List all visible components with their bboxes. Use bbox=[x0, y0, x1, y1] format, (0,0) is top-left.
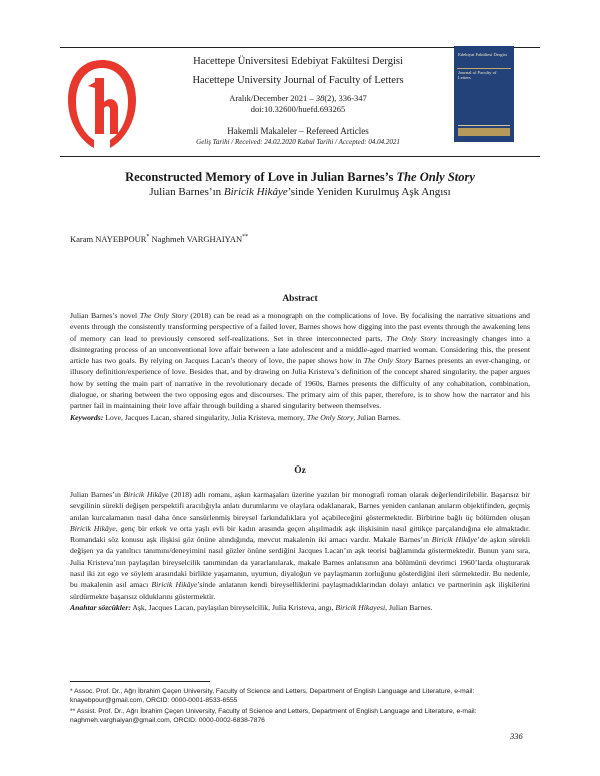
cover-title-tr: Edebiyat Fakültesi Dergisi bbox=[458, 52, 507, 57]
cover-band bbox=[458, 128, 510, 136]
page-number: 336 bbox=[510, 731, 523, 741]
author-1: Karam NAYEBPOUR bbox=[70, 234, 147, 244]
oz-heading: Öz bbox=[294, 466, 306, 476]
article-title: Reconstructed Memory of Love in Julian Barnes’s The Only Story bbox=[125, 170, 475, 184]
anahtar-label: Anahtar sözcükler: bbox=[70, 602, 131, 612]
cover-title-en: Journal of Faculty of Letters bbox=[458, 69, 497, 81]
submission-dates: Geliş Tarihi / Received: 24.02.2020 Kabul Tarihi / Accepted: 04.04.2021 bbox=[196, 138, 400, 146]
issue-info: Aralık/December 2021 – 38(2), 336-347 bbox=[229, 93, 367, 104]
abstract-heading: Abstract bbox=[282, 294, 318, 304]
footnote-rule bbox=[70, 681, 210, 682]
cover-stripe bbox=[458, 125, 510, 126]
footnote-2: ** Assist. Prof. Dr., Ağrı İbrahim Çeçen University, Faculty of Science and Letters, Department of English Language and Literature, e-mail: naghmeh.varghaiyan@gmail.com, ORCID: 0000-0002-6838-7876 bbox=[70, 708, 477, 725]
journal-info bbox=[150, 54, 446, 146]
author-2: Naghmeh VARGHAIYAN bbox=[151, 234, 243, 244]
journal-name-tr: Hacettepe Üniversitesi Edebiyat Fakültesi Dergisi bbox=[193, 56, 403, 67]
author-1-mark: * bbox=[146, 234, 150, 241]
author-line bbox=[70, 234, 248, 244]
footnote-1: * Assoc. Prof. Dr., Ağrı İbrahim Çeçen University, Faculty of Science and Letters, Department of English Language and Literature, e-mail: knayebpour@gmail.com, ORCID: 0000-0001-8533-6555 bbox=[70, 688, 475, 705]
oz-text: Julian Barnes’ın Biricik Hikâye (2018) adlı romanı, aşkın karmaşaları üzerine yazılan bir monografi roman olarak değerlendirilebilir. Başarısız bir sevgilinin sürekli değişen perspektifi aracılığıyla anlatı durumlarını ve olaylara odaklanarak, Barnes yeniden canlanan anıların objektifinden, geçmiş anılan kurcalamanın nasıl daha önce sansürlenmiş bireysel farkındalıklara yol açabileceğini göstermektedir. Birbirine bağlı üç bölümden oluşan Biricik Hikâye, genç bir erkek ve orta yaşlı evli bir kadın arasında geçen alışılmadık aşk ilişkisinin nasıl gittikçe parçalandığına ele almaktadır. Romandaki söz konusu aşk ilişkisi göz önüne alındığında, mevcut makalenin iki amacı vardır. Makale Barnes’ın Biricik Hikâye’de aşkın sürekli değişen ya da yanıltıcı tanımını/deneyimini nasıl gözler önüne serdiğini Jacques Lacan’ın aşk teorisi bağlamında göstermektedir. Bunun yanı sıra, Julia Kristeva’nın paylaşılan bireyselcilik tanımından da yararlanılarak, makale Barnes anlatısının ana bölümünü devrimci 1960’larda oluşturarak nasıl iki zıt ego ve söylem arasındaki birlikte yaşamanın, uyumun, diyaloğun ve paylaşmanın zorluğunu gösterdiğini ileri sürmektedir. Bu nedenle, bu makalenin asıl amacı Biricik Hikâye’sinde anlatanın kendi bireyselliklerini paylaşmadıklarından dolayı anlatıcı ve partnerinin aşk ilişkilerini sürdürmekte başarısız olduklarını göstermektir. Anahtar sözcükler: Aşk, Jacques Lacan, paylaşılan bireyselcilik, Julia Kristeva, angı, Biricik Hikayesi, Julian Barnes. bbox=[70, 490, 531, 612]
author-2-mark: ** bbox=[242, 234, 249, 241]
section-label: Hakemli Makaleler – Refereed Articles bbox=[227, 125, 369, 136]
cover-rule bbox=[457, 68, 511, 69]
journal-cover-thumbnail bbox=[454, 46, 514, 142]
journal-name-en: Hacettepe University Journal of Faculty of Letters bbox=[192, 75, 404, 87]
article-subtitle: Julian Barnes’ın Biricik Hikâye’sinde Yeniden Kurulmuş Aşk Angısı bbox=[149, 186, 451, 198]
university-logo bbox=[64, 56, 140, 152]
header-bottom-rule bbox=[60, 156, 540, 157]
abstract-text: Julian Barnes’s novel The Only Story (2018) can be read as a monograph on the complications of love. By focalising the narrative situations and events through the consistently transforming perspective of a failed lover, Barnes shows how digging into the past events through the awakening lens of memory can lead to previously censored self-realizations. Set in three interconnected parts, The Only Story increasingly changes into a disintegrating process of an unconventional love affair between a late adolescent and a middle-aged married woman. Considering this, the present article has two goals. By relying on Jacques Lacan’s theory of love, the paper shows how in The Only Story Barnes presents an ever-changing, or illusory definition/experience of love. Besides that, and by drawing on Julia Kristeva’s definition of the concept shared singularity, the paper argues how by setting the main part of narrative in the revolutionary decade of 1960s, Barnes presents the difficulty of any cohabitation, combination, dialogue, or sharing between the two opposing egos and discourses. The primary aim of this paper, therefore, is to show how the narrator and his partner fail in maintaining their love affair through building a shared singularity between themselves. Keywords: Love, Jacques Lacan, shared singularity, Julia Kristeva, memory, The Only Story, Julian Barnes. bbox=[70, 311, 531, 422]
doi: doi:10.32600/huefd.693265 bbox=[250, 103, 346, 114]
keywords-label: Keywords: bbox=[70, 412, 104, 422]
